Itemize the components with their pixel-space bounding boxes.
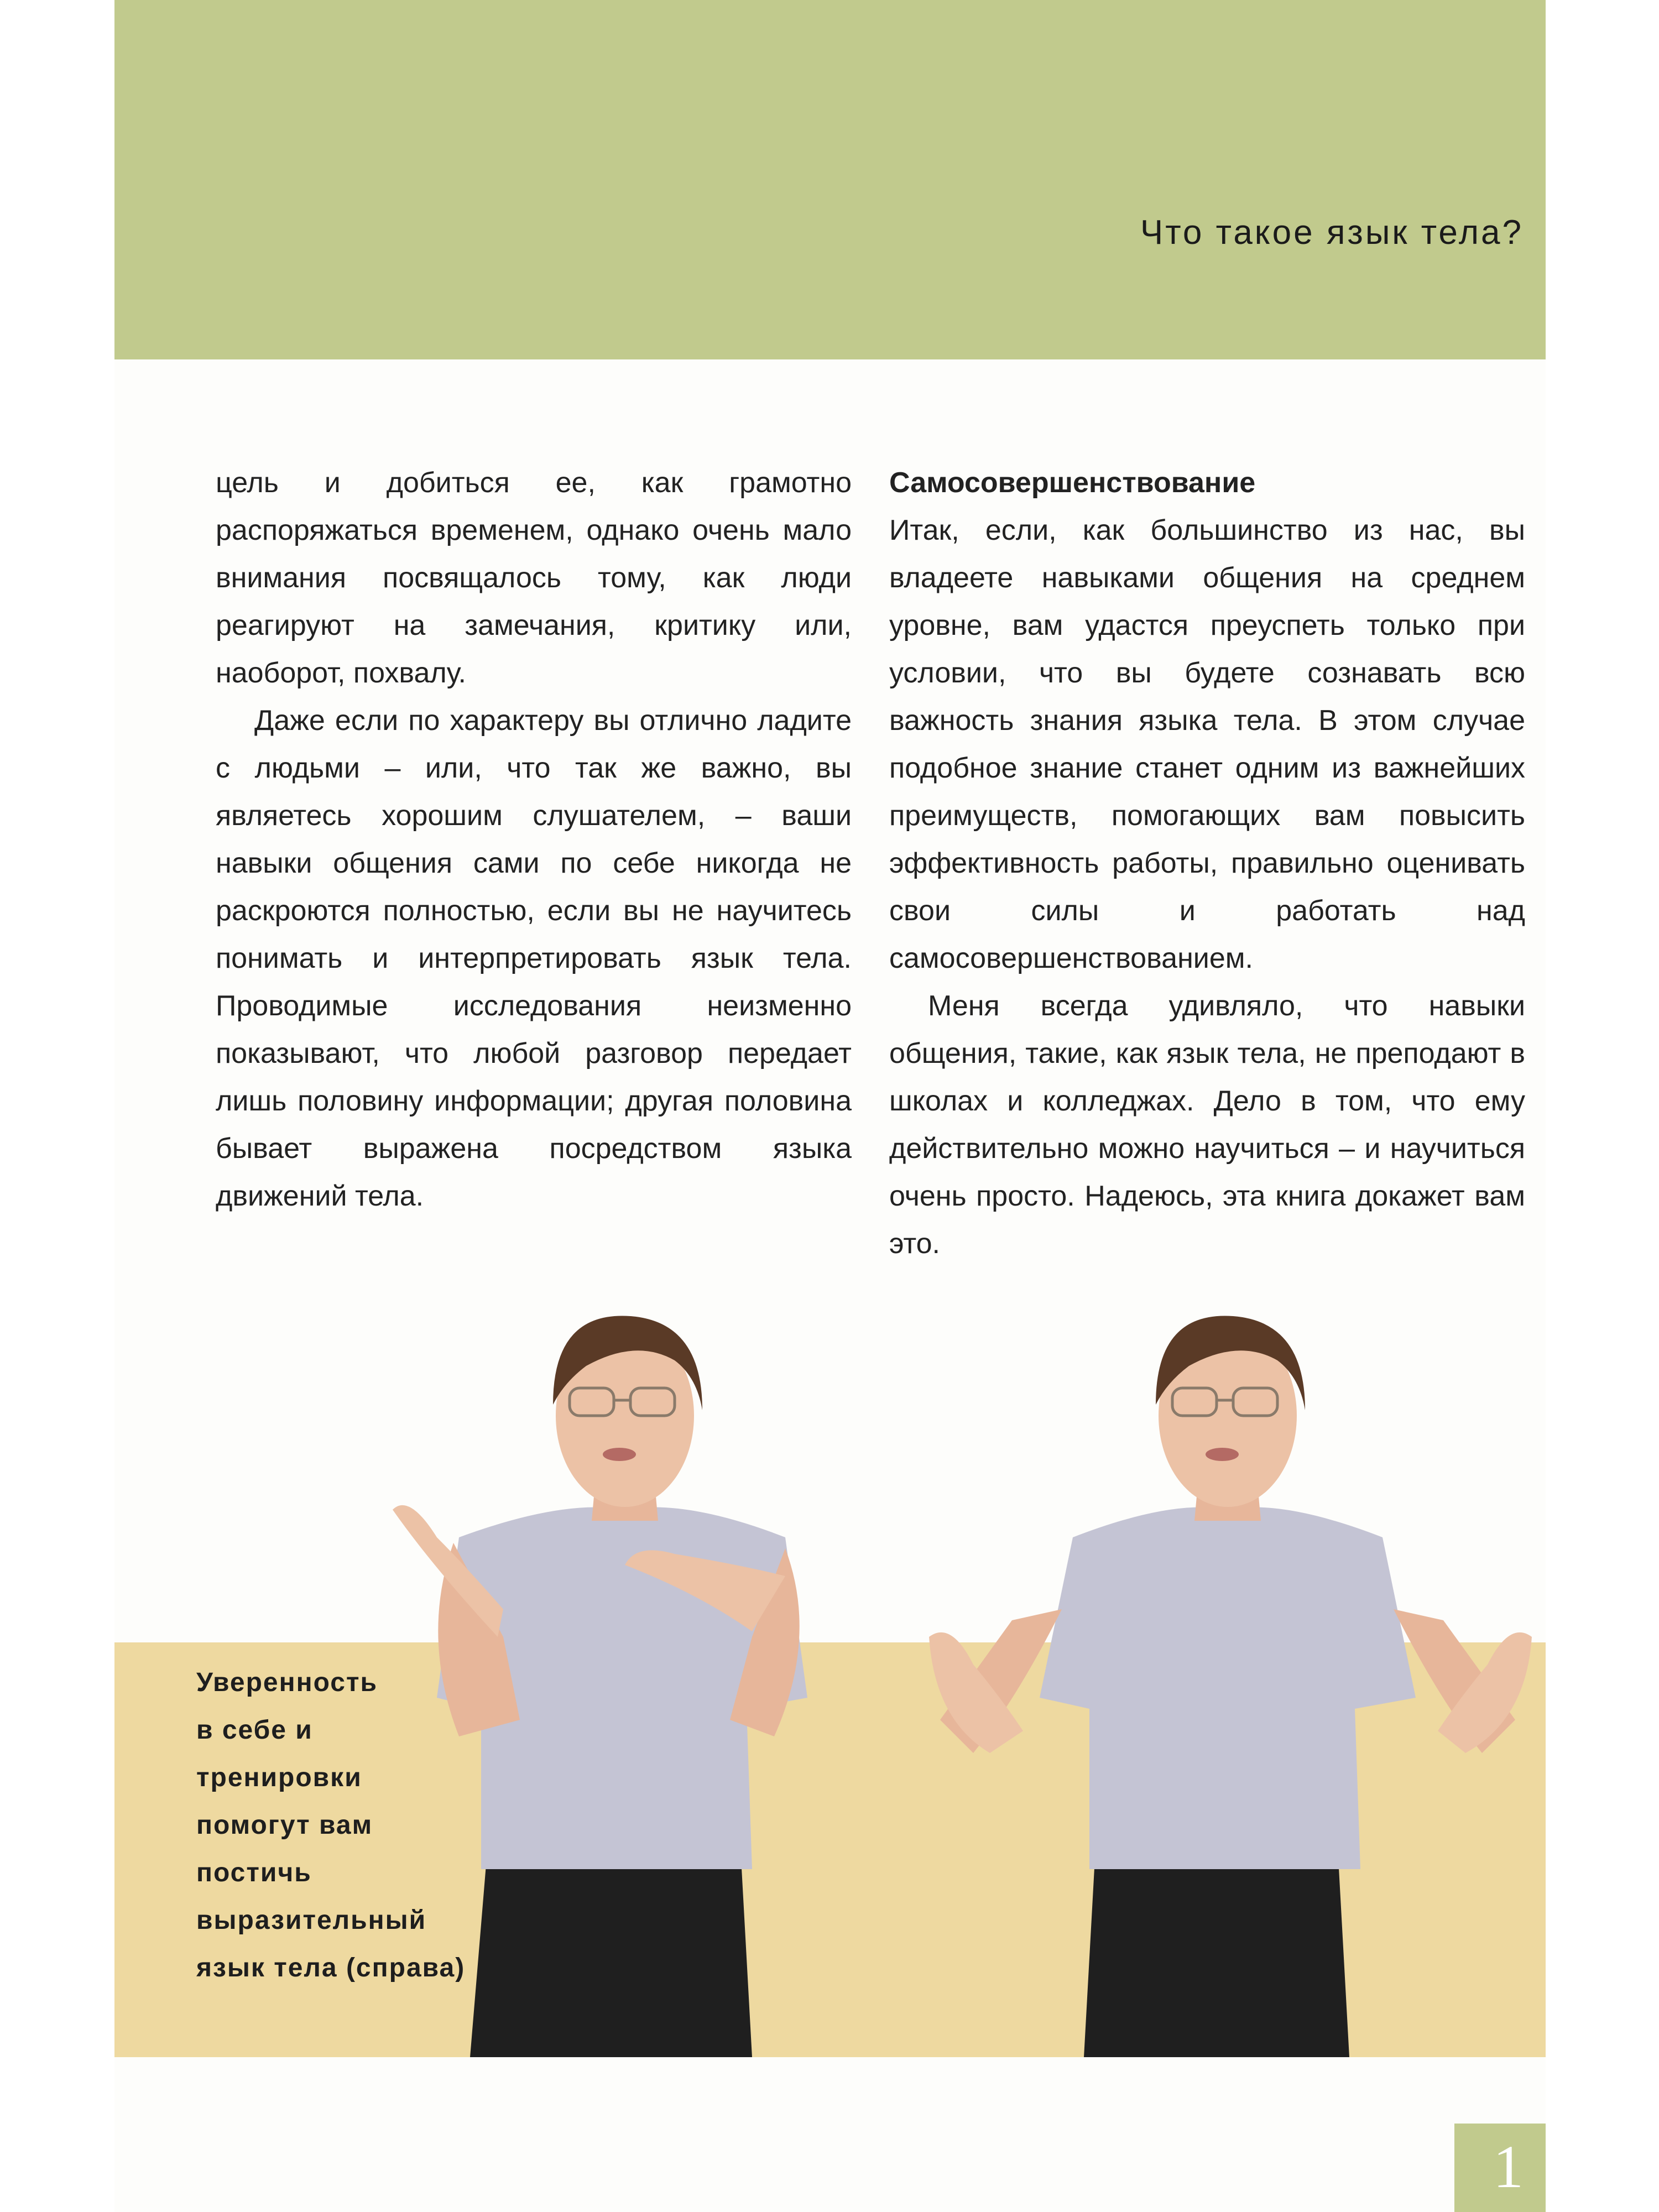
paragraph: Итак, если, как большинство из нас, вы владеете навыками общения на среднем уровне, вам удастся преуспеть только при условии, что вы будете сознавать всю важность знания языка тела. В этом случае подобное знание станет одним из важнейших преимуществ, помогающих вам повысить эффективность работы, правильно оценивать свои силы и работать над самосовершенствованием. xyxy=(889,514,1525,974)
caption-line: в себе и xyxy=(196,1715,313,1745)
paragraph: цель и добиться ее, как грамотно распоряжаться временем, однако очень мало внимания посвящалось тому, как люди реагируют на замечания, критику или, наоборот, похвалу. xyxy=(216,467,852,689)
paragraph: Меня всегда удивляло, что навыки общения, такие, как язык тела, не преподают в школах и колледжах. Дело в том, что ему действительно можно научиться – и научиться очень просто. Надеюсь, эта книга докажет вам это. xyxy=(889,990,1525,1260)
header-band xyxy=(114,0,1546,359)
right-text-column xyxy=(889,459,1525,1267)
caption-line: постичь xyxy=(196,1858,312,1887)
woman-gesturing-inward-photo xyxy=(387,1277,863,2057)
caption-line: Уверенность xyxy=(196,1668,378,1697)
paragraph: Даже если по характеру вы отлично ладите с людьми – или, что так же важно, вы являетесь хорошим слушателем, – ваши навыки общения сами по себе никогда не раскроются полностью, если вы не научитесь понимать и интерпретировать язык тела. Проводимые исследования неизменно показывают, что любой разговор передает лишь половину информации; другая половина бывает выражена посредством языка движений тела. xyxy=(216,705,852,1212)
caption-line: помогут вам xyxy=(196,1811,373,1840)
woman-gesturing-outward-photo xyxy=(918,1277,1537,2057)
caption-line: выразительный xyxy=(196,1906,427,1935)
page-right-margin xyxy=(1546,0,1659,2212)
page-number: 1 xyxy=(1493,2133,1524,2200)
page-left-margin xyxy=(0,0,114,2212)
chapter-title: Что такое язык тела? xyxy=(1140,213,1524,252)
section-subheading: Самосовершенствование xyxy=(889,467,1256,499)
caption-line: язык тела (справа) xyxy=(196,1953,466,1983)
left-text-column xyxy=(216,459,852,1220)
caption-line: тренировки xyxy=(196,1763,362,1792)
